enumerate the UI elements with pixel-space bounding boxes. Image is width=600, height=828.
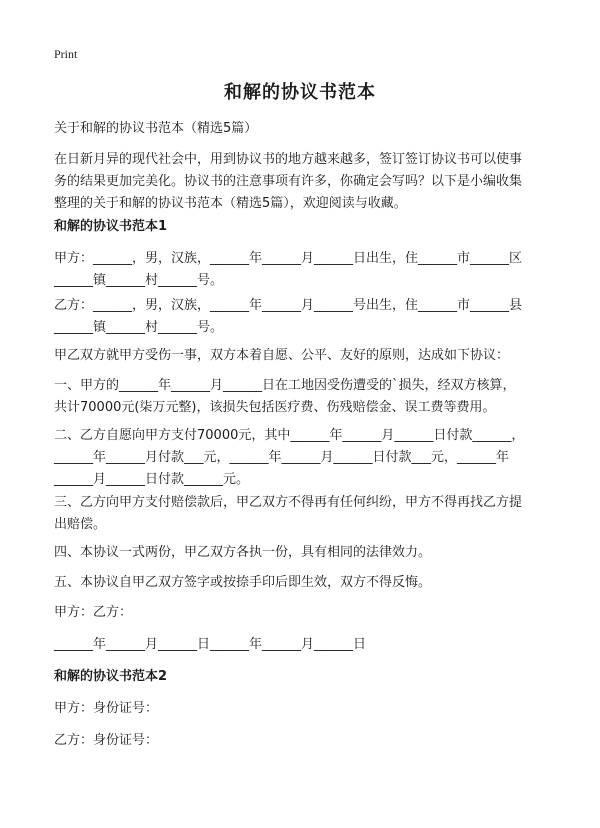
section-heading-1: 和解的协议书范本1 (54, 219, 168, 234)
party-a-info-line: 甲方：______，男，汉族，______年______月______日出生，住______市______区 (54, 251, 523, 266)
clause-1-line: 共计70000元(柒万元整)，该损失包括医疗费、伤残赔偿金、误工费等费用。 (54, 400, 496, 415)
party-b-id-line: 乙方：身份证号： (54, 733, 159, 748)
party-a-info-line: ______镇______村______号。 (54, 273, 224, 288)
agreement-intro: 甲乙双方就甲方受伤一事，双方本着自愿、公平、友好的原则，达成如下协议： (54, 348, 510, 363)
date-line: ______年______月______日______年______月______日 (54, 637, 367, 652)
section-heading-2: 和解的协议书范本2 (54, 669, 168, 684)
clause-3-line: 出赔偿。 (54, 517, 107, 532)
print-link[interactable]: Print (54, 47, 78, 61)
intro-subtitle: 关于和解的协议书范本（精选5篇） (54, 121, 258, 136)
clause-2-line: 二、乙方自愿向甲方支付70000元，其中______年______月______日付款______， (54, 428, 525, 443)
clause-2-line: ______年______月付款___元，______年______月______日付款___元，______年 (54, 450, 510, 465)
intro-paragraph-line: 务的结果更加完美化。协议书的注意事项有许多，你确定会写吗？以下是小编收集 (54, 174, 523, 189)
clause-2-line: ______月______日付款______元。 (54, 472, 250, 487)
document-title: 和解的协议书范本 (224, 82, 376, 103)
party-b-info-line: ______镇______村______号。 (54, 320, 224, 335)
signature-line: 甲方：乙方： (54, 605, 133, 620)
intro-paragraph-line: 整理的关于和解的协议书范本（精选5篇），欢迎阅读与收藏。 (54, 196, 407, 211)
clause-1-line: 一、甲方的______年______月______日在工地因受伤遭受的`损失，经双方核算， (54, 378, 516, 393)
party-b-info-line: 乙方：______，男，汉族，______年______月______号出生，住______市______县 (54, 298, 523, 313)
clause-3-line: 三、乙方向甲方支付赔偿款后，甲乙双方不得再有任何纠纷，甲方不得再找乙方提 (54, 495, 523, 510)
party-a-id-line: 甲方：身份证号： (54, 701, 159, 716)
clause-4: 四、本协议一式两份，甲乙双方各执一份，具有相同的法律效力。 (54, 545, 432, 560)
intro-paragraph-line: 在日新月异的现代社会中，用到协议书的地方越来越多，签订签订协议书可以使事 (54, 152, 523, 167)
clause-5: 五、本协议自甲乙双方签字或按捺手印后即生效，双方不得反悔。 (54, 575, 432, 590)
